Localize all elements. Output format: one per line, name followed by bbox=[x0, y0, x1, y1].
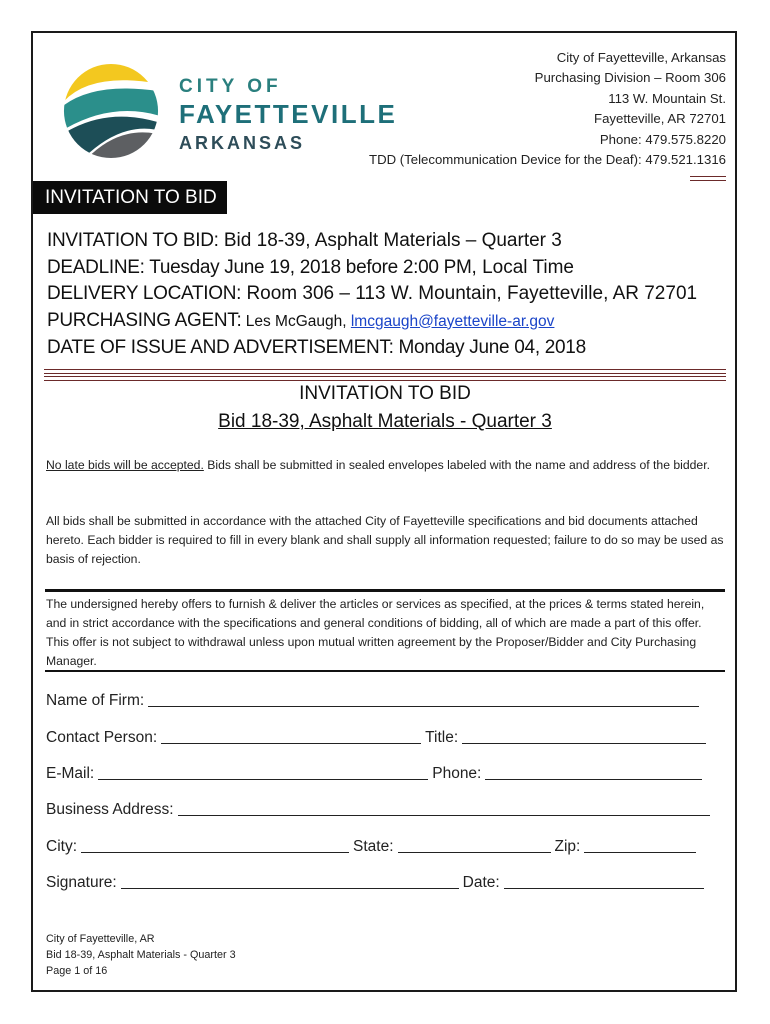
city-label: City: bbox=[46, 838, 77, 855]
city-row bbox=[46, 836, 700, 856]
invitation-banner: INVITATION TO BID bbox=[33, 181, 227, 214]
email-label: E-Mail: bbox=[46, 765, 95, 782]
logo-line1: CITY OF bbox=[179, 76, 282, 97]
firm-field[interactable] bbox=[148, 690, 699, 707]
city-wordmark bbox=[179, 77, 397, 153]
address-line: Fayetteville, AR 72701 bbox=[594, 111, 726, 127]
firm-row bbox=[46, 690, 703, 710]
late-bids-paragraph bbox=[46, 456, 726, 475]
address-line: City of Fayetteville, Arkansas bbox=[556, 50, 726, 65]
footer-line: Bid 18-39, Asphalt Materials - Quarter 3 bbox=[46, 949, 236, 961]
address-row bbox=[46, 799, 714, 819]
bid-info-block bbox=[47, 228, 697, 362]
contact-label: Contact Person: bbox=[46, 729, 158, 746]
firm-label: Name of Firm: bbox=[46, 692, 145, 709]
itb-row bbox=[47, 228, 697, 255]
late-bids-notice: No late bids will be accepted. bbox=[46, 458, 204, 472]
city-field[interactable] bbox=[81, 836, 349, 853]
logo-line2: FAYETTEVILLE bbox=[179, 99, 398, 129]
email-row bbox=[46, 763, 706, 783]
section-rule bbox=[45, 670, 725, 672]
delivery-label: DELIVERY LOCATION: bbox=[47, 283, 242, 304]
signature-row bbox=[46, 872, 708, 892]
title-field[interactable] bbox=[462, 727, 706, 744]
agent-email-link[interactable]: lmcgaugh@fayetteville-ar.gov bbox=[350, 312, 555, 330]
document-subtitle-wrap bbox=[0, 411, 770, 433]
date-field[interactable] bbox=[504, 872, 704, 889]
logo-line3: ARKANSAS bbox=[179, 133, 306, 153]
address-line: TDD (Telecommunication Device for the Deaf): 479.521.1316 bbox=[369, 152, 726, 168]
email-field[interactable] bbox=[98, 763, 428, 780]
page-footer bbox=[46, 931, 236, 979]
zip-field[interactable] bbox=[584, 836, 696, 853]
contact-row bbox=[46, 727, 710, 747]
contact-address-block bbox=[369, 48, 726, 170]
itb-label: INVITATION TO BID: bbox=[47, 230, 219, 251]
agent-label: PURCHASING AGENT: bbox=[47, 309, 242, 331]
address-line: Purchasing Division – Room 306 bbox=[534, 70, 726, 86]
divider bbox=[44, 376, 726, 381]
signature-label: Signature: bbox=[46, 874, 117, 891]
address-line: 113 W. Mountain St. bbox=[608, 90, 726, 106]
issue-row bbox=[47, 335, 697, 362]
document-subtitle: Bid 18-39, Asphalt Materials - Quarter 3 bbox=[218, 411, 552, 432]
signature-field[interactable] bbox=[121, 872, 459, 889]
zip-label: Zip: bbox=[554, 838, 581, 855]
section-rule bbox=[45, 589, 725, 592]
agent-row bbox=[47, 308, 697, 336]
state-field[interactable] bbox=[398, 836, 551, 853]
state-label: State: bbox=[353, 838, 394, 855]
phone-label: Phone: bbox=[432, 765, 482, 782]
divider bbox=[690, 176, 726, 181]
date-label: Date: bbox=[462, 874, 500, 891]
agent-name: Les McGaugh, bbox=[241, 312, 351, 330]
title-label: Title: bbox=[425, 729, 459, 746]
itb-value: Bid 18-39, Asphalt Materials – Quarter 3 bbox=[218, 230, 562, 251]
footer-line: City of Fayetteville, AR bbox=[46, 933, 155, 945]
offer-paragraph: The undersigned hereby offers to furnish & deliver the articles or services as specified, at the prices & terms stated herein, and in strict accordance with the specifications and general conditions of bidding, all of which are made a part of this offer. This offer is not subject to withdrawal unless upon mutual written agreement by the Proposer/Bidder and City Purchasing Manager. bbox=[46, 597, 705, 668]
document-title: INVITATION TO BID bbox=[299, 383, 471, 404]
deadline-value: , Local Time bbox=[471, 256, 574, 278]
delivery-value: Room 306 – 113 W. Mountain, Fayetteville, AR 72701 bbox=[241, 283, 698, 304]
deadline-row bbox=[47, 255, 697, 282]
phone-field[interactable] bbox=[485, 763, 702, 780]
contact-field[interactable] bbox=[161, 727, 421, 744]
address-line: Phone: 479.575.8220 bbox=[599, 131, 726, 147]
delivery-row bbox=[47, 281, 697, 308]
city-logo-icon bbox=[62, 62, 160, 160]
deadline-label: DEADLINE: Tuesday June 19, 2018 before 2:00 PM bbox=[47, 256, 472, 278]
footer-page-number: Page 1 of 16 bbox=[46, 965, 108, 977]
late-bids-text: Bids shall be submitted in sealed envelopes labeled with the name and address of the bidder. bbox=[203, 458, 710, 472]
address-label: Business Address: bbox=[46, 801, 174, 818]
divider bbox=[44, 369, 726, 374]
issue-date: DATE OF ISSUE AND ADVERTISEMENT: Monday June 04, 2018 bbox=[47, 337, 586, 358]
submission-paragraph: All bids shall be submitted in accordance with the attached City of Fayetteville specifications and bid documents attached hereto. Each bidder is required to fill in every blank and shall supply all information requested; failure to do so may be used as basis of rejection. bbox=[46, 514, 724, 566]
address-field[interactable] bbox=[178, 799, 710, 816]
